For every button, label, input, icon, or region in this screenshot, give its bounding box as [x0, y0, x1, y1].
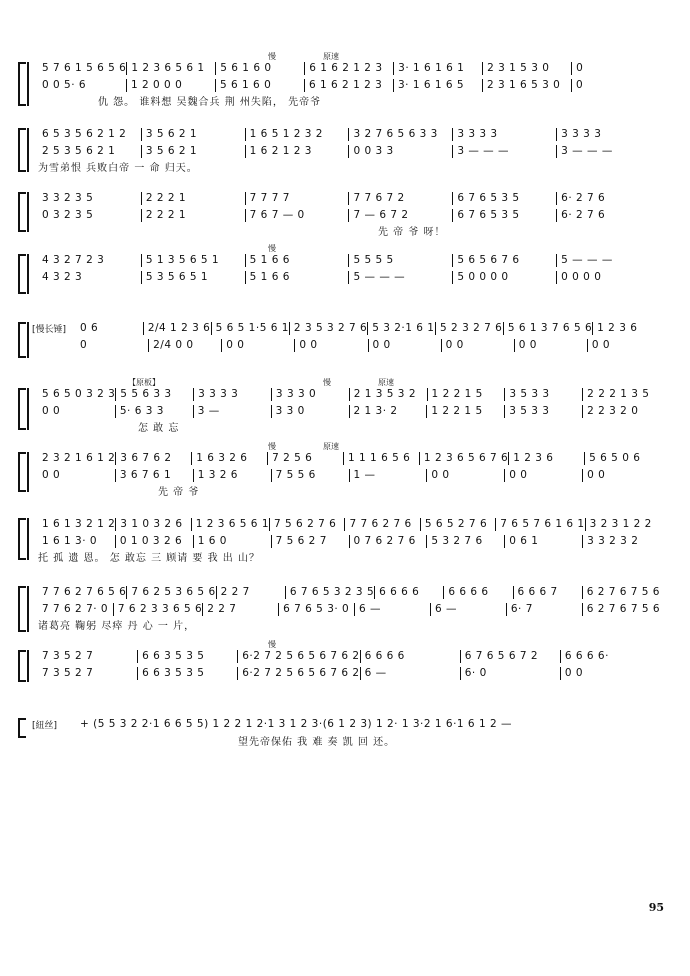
measure: 3 5 3 3: [505, 405, 583, 418]
measure: 6 2 7 6 7 5 6: [586, 603, 661, 615]
measure: 3 5 3 3: [505, 388, 583, 401]
measure: 5 3 2·1 6 1: [368, 322, 436, 335]
measure: 6 5 3 5 6 2 1 2: [38, 128, 142, 141]
measure: 6· 2 7 6: [561, 209, 606, 221]
measure: 3 6 7 6 2: [116, 452, 192, 465]
system-brace: [18, 128, 26, 172]
start-barline: [27, 518, 29, 560]
measure: 6 6 6 6: [444, 586, 513, 599]
measure: 5 5 5 5: [349, 254, 453, 267]
measure: 0 0 0 0: [561, 271, 602, 283]
measure: 4 3 2 7 2 3: [38, 254, 142, 267]
measure: 2 1 3· 2: [350, 405, 428, 418]
measure: 7 6 2 5 3 6 5 6: [127, 586, 216, 599]
measure: 1 3 2 6: [194, 469, 272, 482]
measure: 5 6 5 0 6: [589, 452, 641, 464]
measure: 5 — — —: [349, 271, 453, 284]
measure: 5 1 6 6: [246, 254, 350, 267]
measure: 3 1 0 3 2 6: [116, 518, 191, 531]
upper-staff: [38, 128, 660, 141]
measure: 1 2 2 1 5: [427, 405, 505, 418]
measure: 0 7 6 2 7 6: [350, 535, 428, 548]
measure: 7 7 7 7: [246, 192, 350, 205]
tempo-marking: 慢: [268, 442, 276, 451]
measure: 6 1 6 2 1 2 3: [305, 62, 394, 75]
measure: 1 2 3 6: [509, 452, 585, 465]
measure: 3 3 3 3: [194, 388, 272, 401]
measure: 7 6 2 3 3 6 5 6: [114, 603, 203, 616]
measure: 6 —: [431, 603, 507, 616]
tempo-marking: 原速: [378, 378, 394, 387]
measure: 1 6 5 1 2 3 2: [246, 128, 350, 141]
measure: 7 7 6 2 7 6 5 6: [38, 586, 127, 599]
tempo-marking: 慢: [323, 378, 331, 387]
upper-staff: [38, 388, 660, 401]
measure: 1 2 3 6 5 6 1: [192, 518, 270, 531]
measure: 1 2 0 0 0: [127, 79, 216, 92]
measure: 6·2 7 2 5 6 5 6 7 6 2: [238, 650, 360, 663]
measure: 3 — — —: [561, 145, 613, 157]
measure: 3 —: [194, 405, 272, 418]
measure: 3 5 6 2 1: [142, 128, 246, 141]
tempo-marking: 慢: [268, 244, 276, 253]
measure: 5· 6 3 3: [116, 405, 194, 418]
measure: 5 3 5 6 5 1: [142, 271, 246, 284]
measure: 0: [576, 62, 584, 74]
measure: 7 5 6 2 7: [272, 535, 350, 548]
measure: 6 6 6 6: [361, 650, 461, 663]
system-brace: [18, 192, 26, 232]
lower-staff: [38, 603, 660, 616]
measure: 1 6 1 3· 0: [38, 535, 116, 548]
measure: 5 6 5 6 7 6: [453, 254, 557, 267]
measure: 3 6 7 6 1: [116, 469, 194, 482]
lower-staff: [38, 209, 660, 222]
score-system: [18, 128, 666, 172]
measure: 6 7 6 5 3· 0: [279, 603, 355, 616]
system-brace: [18, 452, 26, 492]
measure: 6 —: [355, 603, 431, 616]
lyrics-line: 为雪弟恨 兵败白帝 一 命 归天。: [38, 163, 198, 174]
lower-staff: [38, 145, 660, 158]
measure: 3 — — —: [453, 145, 557, 158]
measure: 1 2 3 6 5 6 7 6: [420, 452, 509, 465]
system-brace: [18, 388, 26, 430]
measure: 5 6 1 3 7 6 5 6: [504, 322, 593, 335]
measure: 0 0: [587, 469, 606, 481]
start-barline: [27, 128, 29, 172]
measure: 6 1 6 2 1 2 3: [305, 79, 394, 92]
score-system: [18, 52, 666, 108]
measure: 2 2 2 1: [142, 192, 246, 205]
lower-staff: [38, 535, 660, 548]
measure: 2 5 3 5 6 2 1: [38, 145, 142, 158]
tempo-marking: 慢: [268, 640, 276, 649]
measure: 2/4 1 2 3 6: [144, 322, 212, 335]
measure: 5 6 1 6 0: [216, 62, 305, 75]
measure: 6· 7: [507, 603, 583, 616]
measure: 6· 0: [461, 667, 561, 680]
measure: 0 0: [38, 469, 116, 482]
start-barline: [27, 388, 29, 430]
start-barline: [27, 650, 29, 682]
measure: 4 3 2 3: [38, 271, 142, 284]
measure: 1 2 3 6: [597, 322, 638, 334]
measure: 3 2 7 6 5 6 3 3: [349, 128, 453, 141]
system-brace: [18, 586, 26, 632]
system-brace: [18, 254, 26, 294]
measure: 6 6 6 7: [514, 586, 583, 599]
measure: 6 6 3 5 3 5: [138, 667, 238, 680]
score-system: [18, 586, 666, 632]
measure: 1 2 3 6 5 6 1: [127, 62, 216, 75]
measure: 7 7 6 7 2: [349, 192, 453, 205]
measure: 7 2 5 6: [268, 452, 344, 465]
measure: 5 1 3 5 6 5 1: [142, 254, 246, 267]
lyrics-line: 先 帝 爷 呀！: [378, 227, 446, 238]
score-system: [18, 518, 666, 564]
score-system: [18, 640, 666, 682]
measure: 3 3 0: [272, 405, 350, 418]
measure: 0 0: [427, 469, 505, 482]
score-system: [18, 442, 666, 498]
score-system: [18, 718, 666, 748]
lyrics-line: 怎 敢 忘: [138, 423, 180, 434]
upper-staff: [38, 62, 660, 75]
measure: 3 5 6 2 1: [142, 145, 246, 158]
measure: 2 2 7: [217, 586, 286, 599]
lower-staff: [38, 271, 660, 284]
measure: 6 7 6 5 3 5: [453, 209, 557, 222]
measure: 6 —: [361, 667, 461, 680]
measure: 3 3 3 0: [272, 388, 350, 401]
measure: 2 2 2 1 3 5: [587, 388, 650, 400]
start-barline: [27, 254, 29, 294]
upper-staff: [76, 718, 660, 731]
measure: 2 2 2 1: [142, 209, 246, 222]
upper-staff: [38, 518, 660, 531]
measure: 1 2 2 1 5: [428, 388, 506, 401]
measure: 3· 1 6 1 6 5: [394, 79, 483, 92]
measure: 6 6 6 6·: [564, 650, 609, 662]
measure: 3 2 3 1 2 2: [589, 518, 652, 530]
upper-staff: [76, 322, 660, 335]
measure: 5 7 6 1 5 6 5 6: [38, 62, 127, 75]
measure: 6· 2 7 6: [561, 192, 606, 204]
system-brace: [18, 718, 26, 738]
measure: 7 7 6 2 7 6: [345, 518, 420, 531]
score-system: [18, 192, 666, 238]
measure: 0 1 0 3 2 6: [116, 535, 194, 548]
measure: 5 5 6 3 3: [116, 388, 194, 401]
measure: 3 3 3 3: [561, 128, 602, 140]
lower-staff: [38, 469, 660, 482]
measure: 0: [76, 339, 149, 352]
measure: 5 6 5 1·5 6 1: [212, 322, 290, 335]
measure: 1 6 1 3 2 1 2: [38, 518, 116, 531]
measure: 5 — — —: [561, 254, 613, 266]
score-system: [18, 322, 666, 358]
upper-staff: [38, 192, 660, 205]
system-brace: [18, 650, 26, 682]
measure: 6 2 7 6 7 5 6: [586, 586, 660, 598]
upper-staff: [38, 650, 660, 663]
measure: 6 7 6 5 6 7 2: [461, 650, 561, 663]
measure: 0 0 3 3: [349, 145, 453, 158]
score-system: [18, 378, 666, 434]
measure: 2/4 0 0: [149, 339, 222, 352]
system-brace: [18, 518, 26, 560]
measure: 7 3 5 2 7: [38, 667, 138, 680]
lower-staff: [38, 405, 660, 418]
measure: 0 0: [515, 339, 588, 352]
lower-staff: [38, 79, 660, 92]
page-number: 95: [648, 901, 664, 914]
measure: 0 3 2 3 5: [38, 209, 142, 222]
section-label: [慢长锤]: [32, 325, 67, 335]
system-brace: [18, 322, 26, 358]
measure: 0 0: [505, 469, 583, 482]
system-brace: [18, 62, 26, 106]
lyrics-line: 望先帝保佑 我 难 奏 凯 回 还。: [238, 737, 396, 748]
measure: 2 3 2 1 6 1 2: [38, 452, 116, 465]
measure: 5 6 5 0 3 2 3: [38, 388, 116, 401]
measure: 1 —: [350, 469, 428, 482]
tempo-marking: 原速: [323, 52, 339, 61]
measure: 3 3 2 3 5: [38, 192, 142, 205]
measure: 3· 1 6 1 6 1: [394, 62, 483, 75]
measure: 5 6 5 2 7 6: [421, 518, 496, 531]
measure: 2 2 3 2 0: [587, 405, 639, 417]
upper-staff: [38, 452, 660, 465]
measure: 5 6 1 6 0: [216, 79, 305, 92]
measure: 1 6 2 1 2 3: [246, 145, 350, 158]
measure: 0 0: [38, 405, 116, 418]
tempo-marking: 慢: [268, 52, 276, 61]
measure: 5 3 2 7 6: [427, 535, 505, 548]
measure: 7 — 6 7 2: [349, 209, 453, 222]
section-label: [紐丝]: [32, 721, 58, 731]
measure: 2 3 5 3 2 7 6: [290, 322, 368, 335]
measure: 0 0: [369, 339, 442, 352]
measure: 2 3 1 6 5 3 0: [483, 79, 572, 92]
measure: 6 7 6 5 3 5: [453, 192, 557, 205]
start-barline: [27, 452, 29, 492]
measure: 6 6 3 5 3 5: [138, 650, 238, 663]
measure: 7 3 5 2 7: [38, 650, 138, 663]
measure: 7 5 6 2 7 6: [270, 518, 345, 531]
measure: 6·2 7 2 5 6 5 6 7 6 2: [238, 667, 360, 680]
measure: + (5 5 3 2 2·1 6 6 5 5) 1 2 2 1 2·1 3 1 2 3·(6 1 2 3) 1 2· 1 3·2 1 6·1 6 1 2 —: [80, 718, 512, 730]
measure: 2 3 1 5 3 0: [483, 62, 572, 75]
measure: 2 2 7: [203, 603, 279, 616]
measure: 1 6 3 2 6: [192, 452, 268, 465]
measure: 5 1 6 6: [246, 271, 350, 284]
measure: 0 0 5· 6: [38, 79, 127, 92]
tempo-marking: 原速: [323, 442, 339, 451]
measure: 0 6 1: [505, 535, 583, 548]
start-barline: [27, 586, 29, 632]
measure: 5 0 0 0 0: [453, 271, 557, 284]
lower-staff: [76, 339, 660, 352]
measure: 6 6 6 6: [375, 586, 444, 599]
measure: 1 6 0: [194, 535, 272, 548]
start-barline: [27, 322, 29, 358]
lyrics-line: 诸葛亮 鞠躬 尽瘁 丹 心 一 片，: [38, 621, 196, 632]
measure: 7 7 6 2 7· 0: [38, 603, 114, 616]
measure: 0 0: [442, 339, 515, 352]
lyrics-line: 托 孤 遗 恩。 怎 敢忘 三 顾请 要 我 出 山？: [38, 553, 260, 564]
measure: 1 1 1 6 5 6: [344, 452, 420, 465]
measure: 7 5 5 6: [272, 469, 350, 482]
measure: 0 0: [591, 339, 611, 351]
start-barline: [27, 62, 29, 106]
measure: 0: [576, 79, 584, 91]
measure: 0 6: [76, 322, 144, 335]
lyrics-line: 仇 怨。 谁料想 吴魏合兵 荆 州失陷， 先帝爷: [98, 97, 322, 108]
upper-staff: [38, 586, 660, 599]
measure: 3 3 3 3: [453, 128, 557, 141]
measure: 6 7 6 5 3 2 3 5: [286, 586, 375, 599]
measure: 0 0: [564, 667, 584, 679]
lyrics-line: 先 帝 爷: [158, 487, 200, 498]
measure: 2 1 3 5 3 2: [350, 388, 428, 401]
upper-staff: [38, 254, 660, 267]
start-barline: [27, 192, 29, 232]
measure: 5 2 3 2 7 6: [436, 322, 504, 335]
lower-staff: [38, 667, 660, 680]
measure: 0 0: [222, 339, 295, 352]
measure: 0 0: [295, 339, 368, 352]
tempo-marking: 【原板】: [128, 378, 160, 387]
measure: 7 6 7 — 0: [246, 209, 350, 222]
measure: 7 6 5 7 6 1 6 1: [496, 518, 585, 531]
measure: 3 3 2 3 2: [587, 535, 639, 547]
score-system: [18, 244, 666, 294]
